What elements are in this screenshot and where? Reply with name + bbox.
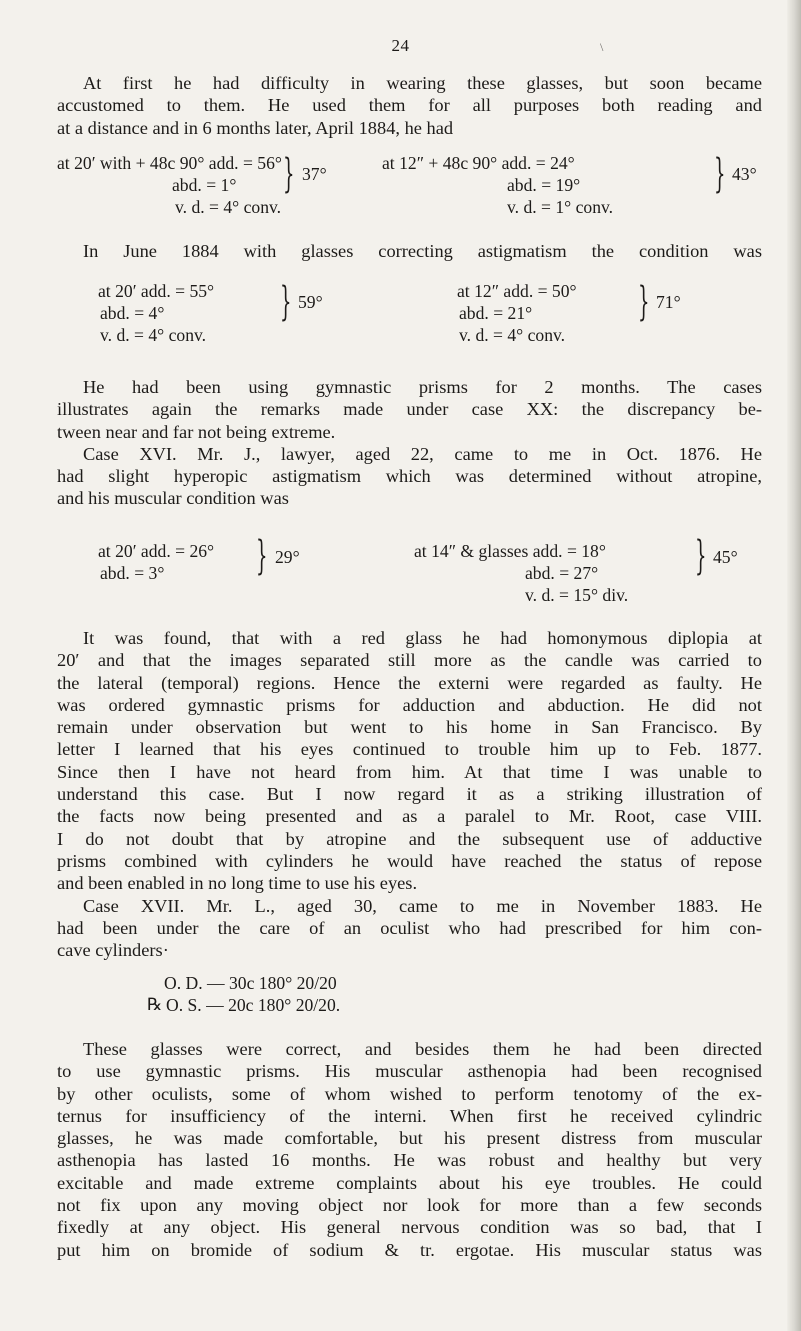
text-line: to use gymnastic prisms. His muscular asthenopia had been recognised [57,1061,762,1082]
table-row: abd. = 19° [507,175,581,195]
text-line: excitable and made extreme complaints about his eye troubles. He could [57,1172,762,1193]
text-line: Since then I have not heard from him. At that time I was unable to [57,761,762,782]
table-row: abd. = 21° [459,303,533,323]
table-1-right [382,152,642,218]
text-line: and his muscular condition was [57,488,289,509]
table-row: abd. = 3° [100,563,165,583]
text-line: by other oculists, some of whom wished to perform tenotomy of the ex- [57,1083,762,1104]
text-line: was ordered gymnastic prisms for adduction and abduction. He did not [57,694,762,715]
brace-icon: } [256,533,268,579]
text-line: and been enabled in no long time to use his eyes. [57,873,418,894]
text-line: not fix upon any moving object nor look for more than a few seconds [57,1195,762,1216]
table-row: abd. = 1° [172,175,237,195]
text-line: at a distance and in 6 months later, April 1884, he had [57,117,454,138]
table-3-left-total: 29° [275,547,300,567]
table-row: v. d. = 4° conv. [459,325,566,345]
text-line: At first he had difficulty in wearing these glasses, but soon became [83,73,762,93]
paragraph-5 [57,1038,762,1261]
text-line: the facts now being presented and as a paralel to Mr. Root, case VIII. [57,806,762,827]
table-2-right [457,280,657,346]
table-row: at 14″ & glasses add. = 18° [414,541,606,561]
text-line: 20′ and that the images separated still more as the candle was carried to [57,650,762,671]
text-line: tween near and far not being extreme. [57,421,336,442]
table-row: at 20′ add. = 26° [98,541,215,561]
text-line: had been under the care of an oculist who had prescribed for him con- [57,917,762,938]
rx-symbol-icon: ℞ [147,995,163,1014]
table-row: abd. = 27° [525,563,599,583]
paragraph-4 [57,627,762,961]
text-line: ternus for insufficiency of the interni. When first he received cylindric [57,1105,762,1126]
text-line: cave cylinders· [57,940,169,961]
page-edge-shadow [787,0,801,1331]
brace-icon: } [695,533,707,579]
text-line: remain under observation but went to his home in San Francisco. By [57,717,762,738]
paragraph-2 [57,240,762,262]
page-number: 24 [391,36,410,55]
table-3-left [98,540,298,584]
table-row: at 20′ with + 48c 90° add. = 56° [57,153,282,173]
text-line: accustomed to them. He used them for all purposes both reading and [57,95,762,116]
table-row: v. d. = 4° conv. [175,197,282,217]
text-line: It was found, that with a red glass he had homonymous diplopia at [83,628,762,648]
brace-icon: } [714,151,726,197]
table-2-right-total: 71° [656,292,681,312]
brace-icon: } [283,151,295,197]
table-3-right-total: 45° [713,547,738,567]
page-mark: \ [600,40,604,54]
table-row: at 12″ add. = 50° [457,281,577,301]
text-line: put him on bromide of sodium & tr. ergotae. His muscular status was [57,1239,762,1260]
text-line: Case XVI. Mr. J., lawyer, aged 22, came to me in Oct. 1876. He [83,443,762,464]
table-row: v. d. = 1° conv. [507,197,614,217]
table-1-left-total: 37° [302,164,327,184]
text-line: understand this case. But I now regard it as a striking illustration of [57,784,762,805]
table-row: v. d. = 15° div. [525,585,629,605]
text-line: He had been using gymnastic prisms for 2 months. The cases [83,377,762,397]
prescription-od: O. D. — 30c 180° 20/20 [164,973,337,993]
table-2-left [98,280,298,346]
text-line: These glasses were correct, and besides them he had been directed [83,1039,762,1059]
prescription-os: O. S. — 20c 180° 20/20. [166,995,341,1015]
text-line: asthenopia has lasted 16 months. He was robust and healthy but very [57,1150,762,1171]
text-line: had slight hyperopic astigmatism which was determined without atropine, [57,466,762,487]
table-row: at 20′ add. = 55° [98,281,215,301]
text-line: In June 1884 with glasses correcting astigmatism the condition was [83,241,762,261]
text-line: I do not doubt that by atropine and the subsequent use of adductive [57,828,762,849]
table-row: abd. = 4° [100,303,165,323]
text-line: Case XVII. Mr. L., aged 30, came to me in November 1883. He [83,895,762,916]
table-1-right-total: 43° [732,164,757,184]
table-row: at 12″ + 48c 90° add. = 24° [382,153,575,173]
text-line: the lateral (temporal) regions. Hence the externi were regarded as faulty. He [57,672,762,693]
text-line: fixedly at any object. His general nervous condition was so bad, that I [57,1217,762,1238]
table-row: v. d. = 4° conv. [100,325,207,345]
brace-icon: } [280,279,292,325]
text-line: letter I learned that his eyes continued to trouble him up to Feb. 1877. [57,739,762,760]
paragraph-3 [57,376,762,510]
text-line: glasses, he was made comfortable, but his present distress from muscular [57,1128,762,1149]
table-3-right [414,540,674,606]
brace-icon: } [638,279,650,325]
text-line: prisms combined with cylinders he would have reached the status of repose [57,850,762,871]
table-2-left-total: 59° [298,292,323,312]
text-line: illustrates again the remarks made under case XX: the discrepancy be- [57,399,762,420]
paragraph-1 [57,72,762,139]
